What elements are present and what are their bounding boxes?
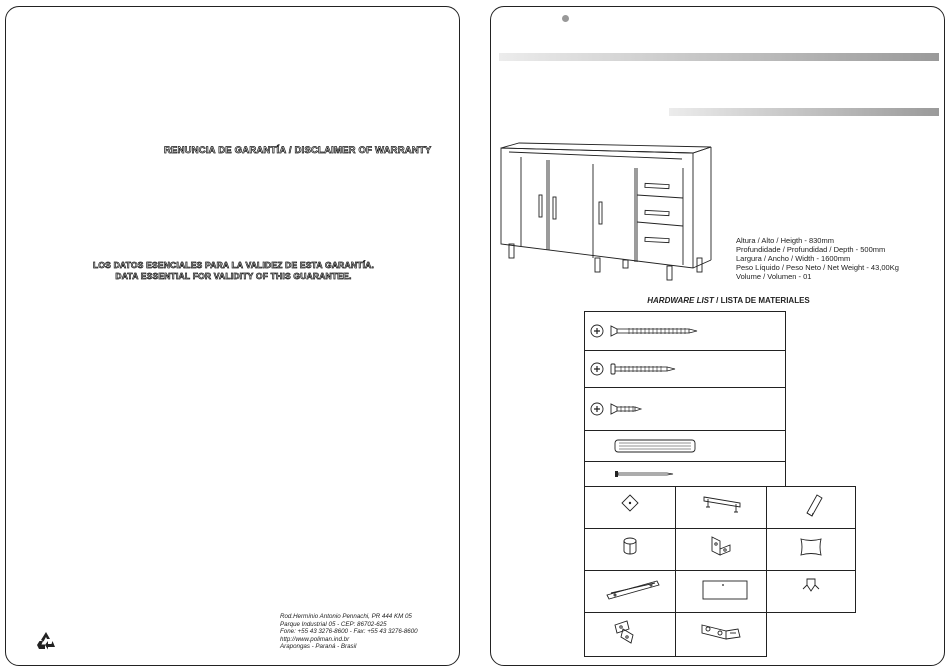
small-hinge-icon [615, 621, 633, 643]
hardware-row-pan-screw [584, 350, 786, 388]
header-bar-top [499, 53, 939, 61]
cabinet-illustration [497, 140, 713, 282]
hardware-cell-plate [675, 570, 767, 613]
hardware-cell-cam-lock [584, 486, 676, 529]
hardware-cell-handle [675, 486, 767, 529]
angle-bracket-icon [712, 537, 730, 555]
product-specs [736, 236, 899, 281]
hardware-cell-clip [766, 570, 856, 613]
wooden-dowel-icon [615, 440, 695, 452]
address-line-5: Arapongas - Paraná - Brasil [280, 643, 357, 650]
hardware-title-english: HARDWARE LIST [647, 296, 714, 305]
handle-icon [704, 497, 740, 512]
dot-marker [562, 15, 569, 22]
hardware-cell-drawer-slide [584, 570, 676, 613]
pan-screw-icon [611, 364, 675, 374]
hardware-row-long-screw [584, 311, 786, 351]
address-line-2: Parque Industrial 05 - CEP: 86702-625 [280, 620, 387, 628]
hardware-cell-cam-housing [584, 528, 676, 571]
company-address [280, 613, 418, 651]
drawer-slide-icon [607, 581, 659, 599]
hardware-cell-bag [766, 528, 856, 571]
cup-hinge-icon [702, 625, 740, 639]
long-screw-icon [611, 326, 697, 336]
hardware-cell-angle-bracket [675, 528, 767, 571]
warranty-title: RENUNCIA DE GARANTÍA / DISCLAIMER OF WARRANTY [164, 145, 432, 156]
spec-height: Altura / Alto / Heigth - 830mm [736, 236, 834, 245]
backing-plate-icon [703, 581, 747, 599]
short-screw-icon [611, 404, 641, 414]
hardware-row-dowel [584, 430, 786, 462]
header-bar-bottom [669, 108, 939, 116]
spec-volume: Volume / Volumen - 01 [736, 272, 812, 281]
website-link[interactable]: http://www.poliman.ind.br [280, 635, 350, 643]
spec-width: Largura / Ancho / Width - 1600mm [736, 254, 851, 263]
hardware-cell-cup-hinge [675, 612, 767, 657]
essential-data-spanish: LOS DATOS ESENCIALES PARA LA VALIDEZ DE ESTA GARANTÍA. [92, 260, 375, 270]
nail-icon [615, 471, 673, 477]
hardware-cell-bracket [766, 486, 856, 529]
shelf-bracket-icon [807, 495, 822, 516]
address-line-1: Rod.Hermínio Antonio Pennachi, PR 444 KM 05 [280, 613, 412, 620]
spec-depth: Profundidade / Profundidad / Depth - 500mm [736, 245, 886, 254]
hardware-title-spanish: / LISTA DE MATERIALES [713, 296, 810, 305]
right-page [490, 6, 945, 666]
shelf-clip-icon [803, 579, 819, 591]
hardware-row-nail [584, 461, 786, 487]
hardware-row-short-screw [584, 387, 786, 431]
spec-weight: Peso Líquido / Peso Neto / Net Weight - 43,00Kg [736, 263, 899, 272]
pillow-bag-icon [801, 539, 821, 555]
left-page [5, 6, 460, 666]
hardware-cell-small-hinge [584, 612, 676, 657]
essential-data-english: DATA ESSENTIAL FOR VALIDITY OF THIS GUARANTEE. [115, 271, 352, 281]
recycle-icon [36, 631, 56, 651]
cam-housing-icon [624, 538, 636, 554]
hardware-list-title [491, 296, 950, 305]
address-line-3: Fone: +55 43 3276-8600 - Fax: +55 43 3276-8600 [280, 628, 418, 635]
cam-lock-icon [622, 495, 638, 511]
